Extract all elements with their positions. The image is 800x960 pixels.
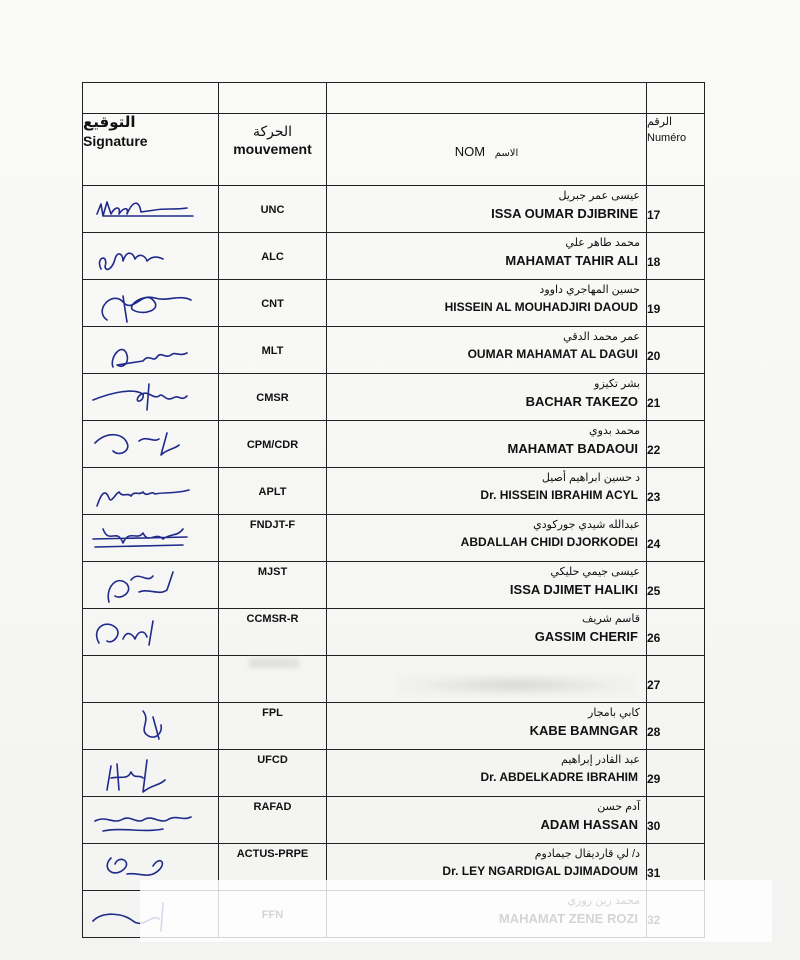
number-cell xyxy=(647,327,705,374)
movement-cell xyxy=(219,233,327,280)
name-arabic: د حسين ابراهيم أصيل xyxy=(541,472,640,484)
signature-cell xyxy=(83,233,219,280)
row-number: 25 xyxy=(647,584,661,598)
signature-cell xyxy=(83,656,219,703)
name-cell xyxy=(327,656,647,703)
name-arabic: عمر محمد الدقي xyxy=(563,331,640,343)
row-number: 17 xyxy=(647,208,661,222)
name-arabic: عيسى جيمي حليكي xyxy=(550,566,640,578)
movement-label: CCMSR-R xyxy=(246,613,299,625)
signature-table xyxy=(82,82,705,938)
name-arabic: محمد بدوي xyxy=(589,425,640,437)
name-cell xyxy=(327,750,647,797)
name-latin: OUMAR MAHAMAT AL DAGUI xyxy=(467,347,638,361)
table-row xyxy=(83,562,705,609)
number-cell xyxy=(647,656,705,703)
number-cell xyxy=(647,750,705,797)
row-number: 28 xyxy=(647,725,661,739)
number-cell xyxy=(647,280,705,327)
handwritten-signature xyxy=(83,750,219,796)
handwritten-signature xyxy=(83,421,219,467)
row-number: 18 xyxy=(647,255,661,269)
movement-label: FNDJT-F xyxy=(249,519,296,531)
movement-cell xyxy=(219,280,327,327)
name-latin: ABDALLAH CHIDI DJORKODEI xyxy=(460,535,638,549)
name-cell xyxy=(327,233,647,280)
name-arabic: حسين المهاجري داوود xyxy=(539,284,640,296)
movement-cell xyxy=(219,515,327,562)
movement-cell xyxy=(219,703,327,750)
number-cell xyxy=(647,421,705,468)
handwritten-signature xyxy=(83,374,219,420)
name-arabic: عبد القادر إبراهيم xyxy=(561,754,640,766)
signature-cell xyxy=(83,186,219,233)
table-header-row xyxy=(83,114,705,186)
table-row xyxy=(83,609,705,656)
name-latin: Dr. HISSEIN IBRAHIM ACYL xyxy=(480,488,638,502)
handwritten-signature xyxy=(83,327,219,373)
scan-smudge xyxy=(396,674,636,696)
handwritten-signature xyxy=(83,797,219,843)
table-row xyxy=(83,421,705,468)
row-number: 26 xyxy=(647,631,661,645)
row-number: 23 xyxy=(647,490,661,504)
table-row xyxy=(83,327,705,374)
row-number: 31 xyxy=(647,866,661,880)
header-number-fr: Numéro xyxy=(647,132,687,144)
header-name xyxy=(327,114,647,186)
name-latin: BACHAR TAKEZO xyxy=(525,394,638,409)
movement-label: ACTUS-PRPE xyxy=(236,848,309,860)
table-row xyxy=(83,515,705,562)
signature-stroke xyxy=(97,202,193,216)
number-cell xyxy=(647,233,705,280)
movement-cell xyxy=(219,327,327,374)
handwritten-signature xyxy=(83,562,219,608)
number-cell xyxy=(647,562,705,609)
movement-cell xyxy=(219,750,327,797)
handwritten-signature xyxy=(83,233,219,279)
number-cell xyxy=(647,797,705,844)
row-number: 29 xyxy=(647,772,661,786)
movement-cell xyxy=(219,609,327,656)
row-number: 30 xyxy=(647,819,661,833)
name-arabic: كابي بامجار xyxy=(588,707,640,719)
movement-label: CPM/CDR xyxy=(246,439,299,451)
movement-label: UNC xyxy=(260,204,285,216)
movement-cell xyxy=(219,656,327,703)
table-blank-row xyxy=(83,83,705,114)
name-cell xyxy=(327,327,647,374)
movement-cell xyxy=(219,562,327,609)
name-cell xyxy=(327,703,647,750)
name-arabic: عيسى عمر جبريل xyxy=(558,190,640,202)
signature-stroke xyxy=(97,621,153,645)
header-movement xyxy=(219,114,327,186)
name-cell xyxy=(327,562,647,609)
name-arabic: آدم حسن xyxy=(597,801,640,813)
header-movement-fr: mouvement xyxy=(233,141,312,157)
header-number xyxy=(647,114,705,186)
row-number: 21 xyxy=(647,396,661,410)
name-cell xyxy=(327,797,647,844)
signature-cell xyxy=(83,750,219,797)
row-number: 20 xyxy=(647,349,661,363)
name-latin: MAHAMAT TAHIR ALI xyxy=(505,253,638,268)
name-cell xyxy=(327,280,647,327)
signature-cell xyxy=(83,374,219,421)
row-number: 19 xyxy=(647,302,661,316)
movement-label: MLT xyxy=(261,345,284,357)
handwritten-signature xyxy=(83,468,219,514)
signature-stroke xyxy=(95,433,179,455)
signature-stroke xyxy=(102,296,191,322)
header-signature-ar: التوقيع xyxy=(83,114,136,131)
name-latin: Dr. LEY NGARDIGAL DJIMADOUM xyxy=(442,864,638,878)
redaction-overlay xyxy=(140,880,772,942)
name-latin: KABE BAMNGAR xyxy=(529,723,638,738)
movement-label: FPL xyxy=(262,707,283,719)
handwritten-signature xyxy=(83,515,219,561)
signature-stroke xyxy=(107,760,165,792)
movement-cell xyxy=(219,797,327,844)
handwritten-signature xyxy=(83,609,219,655)
name-arabic: قاسم شريف xyxy=(582,613,640,625)
table-row xyxy=(83,280,705,327)
row-number: 24 xyxy=(647,537,661,551)
movement-label: APLT xyxy=(258,486,287,498)
table-row xyxy=(83,468,705,515)
row-number: 22 xyxy=(647,443,661,457)
name-cell xyxy=(327,515,647,562)
signature-stroke xyxy=(143,711,161,739)
signature-stroke xyxy=(99,253,163,269)
movement-cell xyxy=(219,421,327,468)
name-latin: HISSEIN AL MOUHADJIRI DAOUD xyxy=(444,300,638,314)
handwritten-signature xyxy=(83,280,219,326)
signature-cell xyxy=(83,703,219,750)
handwritten-signature xyxy=(83,703,219,749)
row-number: 27 xyxy=(647,678,661,692)
name-cell xyxy=(327,609,647,656)
name-cell xyxy=(327,421,647,468)
movement-label: MJST xyxy=(257,566,288,578)
signature-stroke xyxy=(108,572,173,602)
signature-cell xyxy=(83,468,219,515)
movement-label: ALC xyxy=(261,251,284,263)
name-cell xyxy=(327,468,647,515)
number-cell xyxy=(647,703,705,750)
movement-cell xyxy=(219,374,327,421)
name-arabic: محمد طاهر علي xyxy=(565,237,640,249)
signature-stroke xyxy=(107,858,162,875)
name-latin: ISSA OUMAR DJIBRINE xyxy=(491,206,638,221)
header-movement-ar: الحركة xyxy=(252,123,293,139)
signature-cell xyxy=(83,280,219,327)
number-cell xyxy=(647,186,705,233)
name-latin: ADAM HASSAN xyxy=(540,817,638,832)
movement-label: CMSR xyxy=(256,392,289,404)
movement-label: CNT xyxy=(261,298,284,310)
name-latin xyxy=(327,659,646,663)
signature-stroke xyxy=(112,350,187,367)
header-number-ar: الرقم xyxy=(647,116,673,128)
signature-stroke xyxy=(95,817,191,831)
table-row xyxy=(83,656,705,703)
name-arabic: د/ لي قارديقال جيمادوم xyxy=(534,848,640,860)
signature-stroke xyxy=(93,529,187,547)
number-cell xyxy=(647,468,705,515)
table-row xyxy=(83,797,705,844)
scan-smudge xyxy=(249,658,299,668)
name-arabic: عبدالله شيدي جوركودي xyxy=(533,519,640,531)
signature-stroke xyxy=(97,490,189,506)
header-name-ar: الاسم xyxy=(494,148,519,159)
signature-cell xyxy=(83,515,219,562)
name-latin: GASSIM CHERIF xyxy=(534,629,638,644)
name-cell xyxy=(327,374,647,421)
signature-cell xyxy=(83,327,219,374)
movement-cell xyxy=(219,468,327,515)
signature-cell xyxy=(83,797,219,844)
table-row xyxy=(83,374,705,421)
table-row xyxy=(83,703,705,750)
name-arabic: بشر تكيزو xyxy=(594,378,640,390)
number-cell xyxy=(647,374,705,421)
signature-cell xyxy=(83,421,219,468)
header-signature-fr: Signature xyxy=(83,133,148,149)
table-row xyxy=(83,750,705,797)
handwritten-signature xyxy=(83,186,219,232)
header-name-fr: NOM xyxy=(454,144,486,159)
header-signature xyxy=(83,114,219,186)
name-latin: ISSA DJIMET HALIKI xyxy=(509,582,638,597)
movement-label: RAFAD xyxy=(253,801,292,813)
number-cell xyxy=(647,515,705,562)
table-row xyxy=(83,233,705,280)
name-cell xyxy=(327,186,647,233)
number-cell xyxy=(647,609,705,656)
signature-cell xyxy=(83,562,219,609)
name-latin: Dr. ABDELKADRE IBRAHIM xyxy=(480,770,638,784)
movement-label: UFCD xyxy=(257,754,288,766)
table-row xyxy=(83,186,705,233)
signature-stroke xyxy=(93,384,187,410)
movement-cell xyxy=(219,186,327,233)
name-latin: MAHAMAT BADAOUI xyxy=(507,441,638,456)
signature-cell xyxy=(83,609,219,656)
